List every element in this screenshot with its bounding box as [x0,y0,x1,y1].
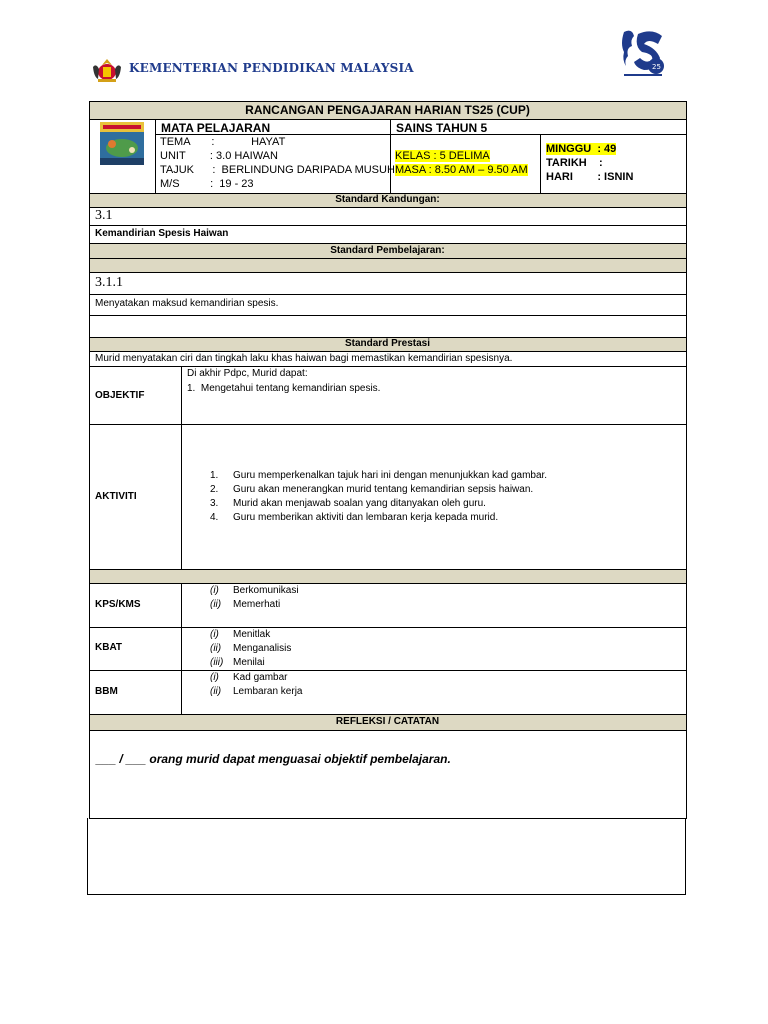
aktiviti-num: 4. [210,512,219,523]
sk-header: Standard Kandungan: [335,194,440,205]
sp-code: 3.1.1 [95,275,123,290]
tarikh-value: TARIKH : [546,157,603,169]
ms-line: M/S : 19 - 23 [160,178,254,190]
kps-label: KPS/KMS [95,599,141,610]
sk-desc: Kemandirian Spesis Haiwan [95,228,229,239]
aktiviti-num: 3. [210,498,219,509]
refleksi-text: ___ / ___ orang murid dapat menguasai objektif pembelajaran. [96,752,451,766]
bbm-item: Kad gambar [233,672,288,683]
sp-empty-band [89,258,686,272]
kps-item: Memerhati [233,599,281,610]
plan-title: RANCANGAN PENGAJARAN HARIAN TS25 (CUP) [245,103,530,117]
textbook-cover-image [100,122,144,165]
unit-line: UNIT : 3.0 HAIWAN [160,150,278,162]
masa-value: MASA : 8.50 AM – 9.50 AM [395,164,528,176]
kps-num: (ii) [210,599,222,610]
kbat-item: Menitlak [233,629,271,640]
bbm-label: BBM [95,686,118,697]
ministry-crest-logo [90,57,124,83]
kelas-value: KELAS : 5 DELIMA [395,150,490,162]
kbat-item: Menganalisis [233,643,292,654]
kps-num: (i) [210,585,219,596]
aktiviti-item: Guru akan menerangkan murid tentang kemandirian sepsis haiwan. [233,484,534,495]
sp-header: Standard Pembelajaran: [330,245,445,256]
objektif-item: 1. Mengetahui tentang kemandirian spesis. [187,383,381,394]
tema-line: TEMA : HAYAT [160,136,286,148]
spr-header: Standard Prestasi [344,338,431,349]
aktiviti-item: Guru memperkenalkan tajuk hari ini dengan menunjukkan kad gambar. [233,470,548,481]
kbat-num: (ii) [210,643,222,654]
hari-value: HARI : ISNIN [546,171,634,183]
objektif-label: OBJEKTIF [95,390,145,401]
kbat-item: Menilai [233,657,265,668]
objektif-intro: Di akhir Pdpc, Murid dapat: [187,368,308,379]
bbm-num: (i) [210,672,219,683]
minggu-value: MINGGU : 49 [546,143,617,155]
kbat-num: (iii) [210,657,224,668]
ts25-logo [618,26,668,82]
subject-value: SAINS TAHUN 5 [396,121,488,135]
kbat-num: (i) [210,629,219,640]
svg-text:25: 25 [652,63,661,71]
sk-code: 3.1 [95,208,113,223]
aktiviti-num: 2. [210,484,219,495]
aktiviti-label: AKTIVITI [95,491,137,502]
subject-label: MATA PELAJARAN [161,121,271,135]
refleksi-header: REFLEKSI / CATATAN [335,716,440,727]
bbm-num: (ii) [210,686,222,697]
kbat-label: KBAT [95,642,123,653]
kps-item: Berkomunikasi [233,585,299,596]
aktiviti-item: Guru memberikan aktiviti dan lembaran kerja kepada murid. [233,512,499,523]
sp-desc: Menyatakan maksud kemandirian spesis. [95,298,279,309]
bbm-item: Lembaran kerja [233,686,303,697]
aktiviti-item: Murid akan menjawab soalan yang ditanyakan oleh guru. [233,498,486,509]
mid-band [89,569,686,583]
tajuk-line: TAJUK : BERLINDUNG DARIPADA MUSUH [160,164,395,176]
ministry-title: KEMENTERIAN PENDIDIKAN MALAYSIA [129,61,414,75]
aktiviti-num: 1. [210,470,219,481]
spr-desc: Murid menyatakan ciri dan tingkah laku khas haiwan bagi memastikan kemandirian spesisnya. [95,353,513,364]
